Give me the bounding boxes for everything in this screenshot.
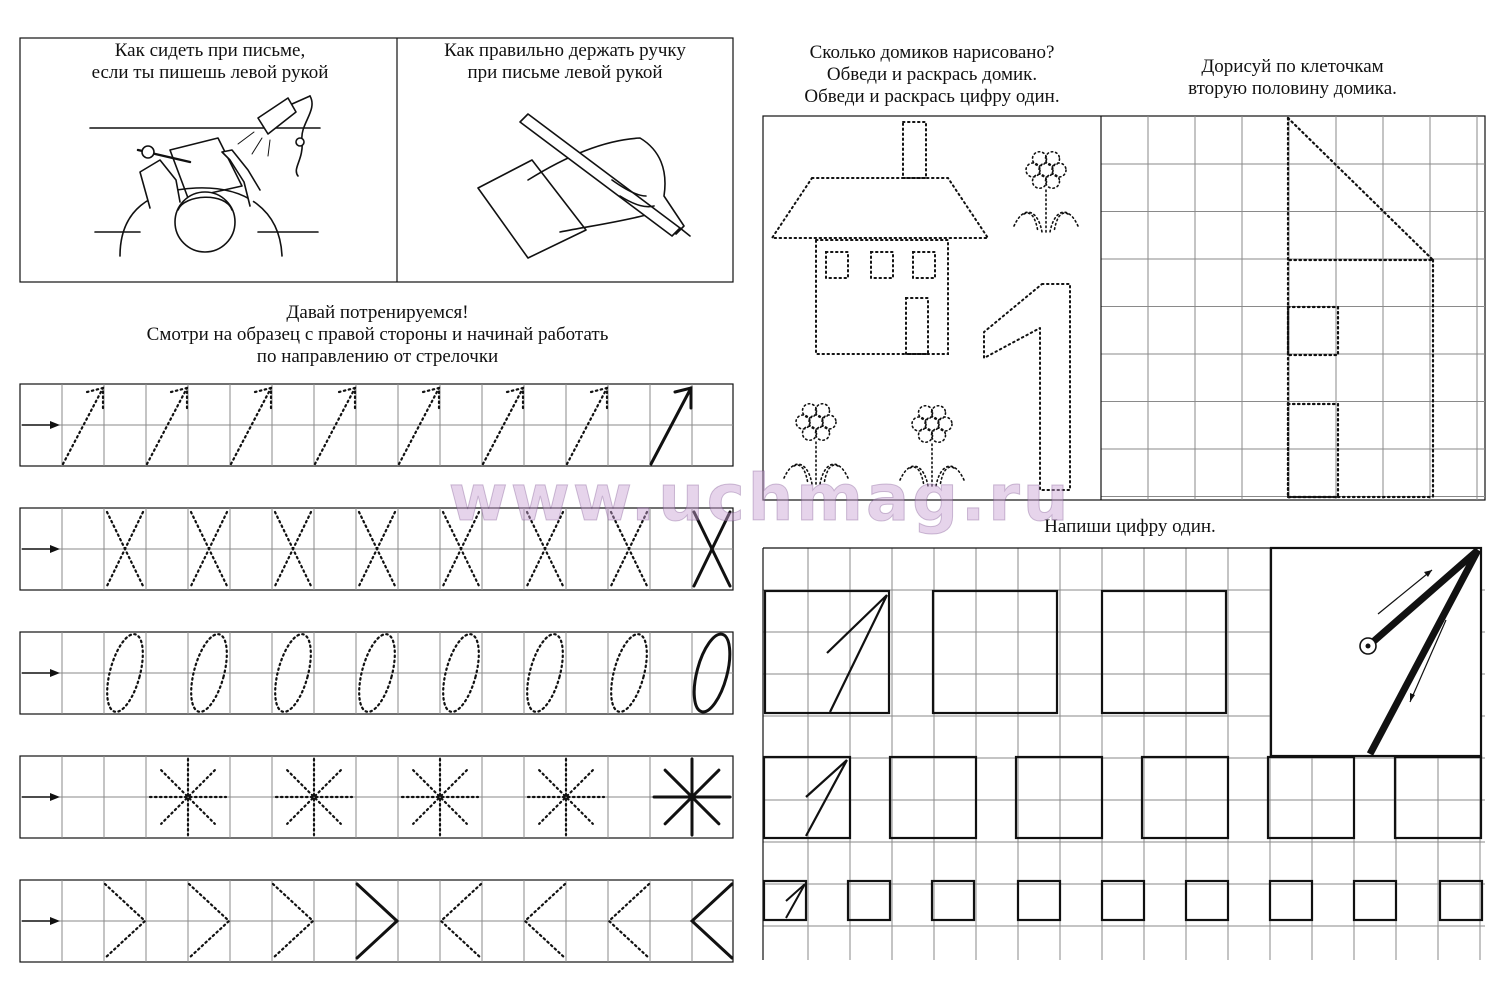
write-box-large-2[interactable]	[933, 591, 1057, 713]
dotted-arrow	[567, 388, 607, 464]
dotted-digit-one	[984, 284, 1070, 490]
panel1-caption-line2: если ты пишешь левой рукой	[91, 62, 329, 83]
dotted-house	[772, 122, 988, 354]
write-box-medium-2[interactable]	[890, 757, 976, 838]
grid-task-line1: Дорисуй по клеточкам	[1201, 56, 1384, 77]
flower-top	[1014, 152, 1078, 232]
training-row-star	[20, 756, 733, 838]
houses-line1: Сколько домиков нарисовано?	[809, 42, 1055, 63]
write-box-small-5[interactable]	[1102, 881, 1144, 920]
training-line3: по направлению от стрелочки	[256, 346, 499, 367]
dotted-arrow	[315, 388, 355, 464]
sample-star	[654, 759, 730, 835]
dotted-arrow	[483, 388, 523, 464]
write-box-medium-3[interactable]	[1016, 757, 1102, 838]
houses-line2: Обведи и раскрась домик.	[826, 64, 1038, 85]
training-row-arrow	[20, 384, 733, 466]
write-box-medium-6[interactable]	[1395, 757, 1481, 838]
write-box-small-7[interactable]	[1270, 881, 1312, 920]
dotted-arrow	[231, 388, 271, 464]
hand-pen-illustration	[478, 114, 690, 258]
dotted-arrow	[399, 388, 439, 464]
dotted-arrow	[63, 388, 103, 464]
write-box-small-8[interactable]	[1354, 881, 1396, 920]
write-one-title: Напиши цифру один.	[1044, 516, 1216, 537]
write-box-small-1[interactable]	[764, 881, 806, 920]
training-line2: Смотри на образец с правой стороны и начинай работать	[146, 324, 609, 345]
write-box-large-3[interactable]	[1102, 591, 1226, 713]
write-box-small-9[interactable]	[1440, 881, 1482, 920]
training-line1: Давай потренируемся!	[286, 302, 469, 323]
write-box-medium-5[interactable]	[1268, 757, 1354, 838]
sample-arrow	[651, 388, 691, 464]
sample-digit-one-box	[1271, 548, 1481, 756]
write-box-small-2[interactable]	[848, 881, 890, 920]
write-box-medium-4[interactable]	[1142, 757, 1228, 838]
write-box-small-6[interactable]	[1186, 881, 1228, 920]
write-box-small-4[interactable]	[1018, 881, 1060, 920]
watermark-text: www.uchmag.ru	[448, 462, 1072, 536]
houses-panel-frame	[763, 116, 1485, 500]
panel1-caption-line1: Как сидеть при письме,	[114, 40, 306, 61]
dotted-flowers	[784, 152, 1078, 486]
dotted-arrow	[147, 388, 187, 464]
write-box-small-3[interactable]	[932, 881, 974, 920]
training-row-chevrons	[20, 880, 733, 962]
sitting-child-illustration	[90, 96, 320, 256]
grid-task-line2: вторую половину домика.	[1188, 78, 1397, 99]
grid-house-half	[1288, 118, 1433, 497]
panel2-caption-line1: Как правильно держать ручку	[444, 40, 686, 61]
houses-line3: Обведи и раскрась цифру один.	[804, 86, 1060, 107]
panel2-caption-line2: при письме левой рукой	[467, 62, 663, 83]
training-row-oval	[20, 630, 737, 715]
illustration-frame	[20, 38, 733, 282]
